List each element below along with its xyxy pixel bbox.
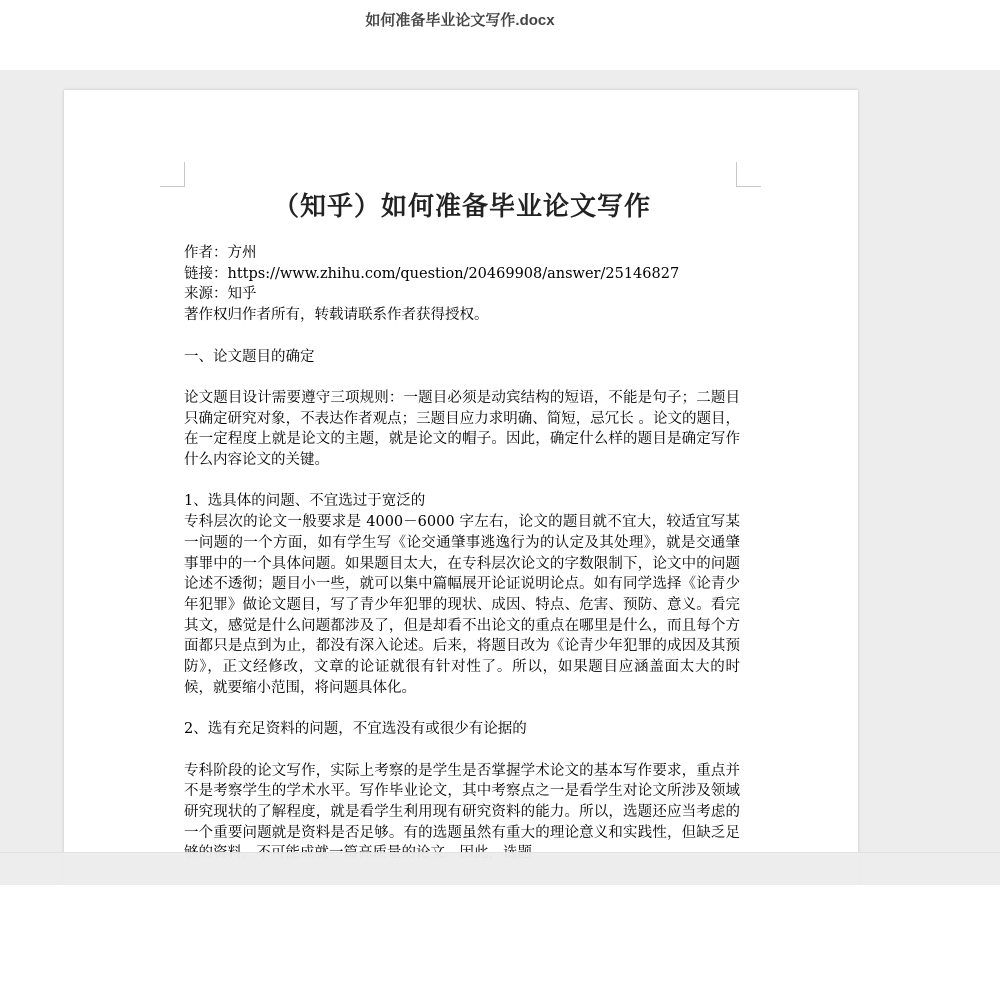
- blank-line: [184, 326, 740, 347]
- link-line: 链接：https://www.zhihu.com/question/20469908/answer/25146827: [184, 265, 680, 282]
- source-line: 来源：知乎: [184, 286, 257, 303]
- blank-line: [184, 367, 740, 388]
- document-heading: （知乎）如何准备毕业论文写作: [272, 192, 651, 222]
- blank-line: [184, 740, 740, 761]
- copyright-line: 著作权归作者所有，转载请联系作者获得授权。: [184, 307, 489, 324]
- paragraph: 论文题目设计需要遵守三项规则：一题目必须是动宾结构的短语，不能是句子；二题目只确定研究对象，不表达作者观点；三题目应力求明确、简短，忌冗长 。论文的题目，在一定程度上就是论文的主题，就是论文的帽子。因此，确定什么样的题目是确定写作什么内容论文的关键。: [184, 389, 740, 468]
- section-title: 一、论文题目的确定: [184, 348, 315, 365]
- document-page: [64, 90, 858, 884]
- document-viewer[interactable]: [0, 70, 1000, 884]
- subsection-title: 1、选具体的问题、不宜选过于宽泛的: [184, 493, 426, 510]
- margin-corner-mark-top-left: [160, 162, 185, 187]
- document-file-title: 如何准备毕业论文写作.docx: [365, 12, 555, 29]
- page-content: [184, 187, 740, 864]
- blank-line: [184, 471, 740, 492]
- blank-line: [184, 698, 740, 719]
- paragraph: 专科阶段的论文写作，实际上考察的是学生是否掌握学术论文的基本写作要求，重点并不是考察学生的学术水平。写作毕业论文，其中考察点之一是看学生对论文所涉及领域研究现状的了解程度，就是看学生利用现有研究资料的能力。所以，选题还应当考虑的一个重要问题就是资料是否足够。有的选题虽然有重大的理论意义和实践性，但缺乏足: [184, 762, 740, 841]
- title-bar: [0, 0, 1000, 70]
- margin-corner-mark-top-right: [736, 162, 761, 187]
- subsection-title: 2、选有充足资料的问题，不宜选没有或很少有论据的: [184, 721, 527, 738]
- paragraph: 专科层次的论文一般要求是 4000－6000 字左右，论文的题目就不宜大，较适宜写某一问题的一个方面，如有学生写《论交通肇事逃逸行为的认定及其处理》，就是交通肇事罪中的一个具体问题。如果题目太大，在专科层次论文的字数限制下，论文中的问题论述不透彻；题目小一些，就可以集中篇幅展开论证说明论点。如有同学选择《论青少年犯罪》做论文题目，写了青少年犯罪的现状、成因、特点、危害、预防、意义。看完其文，感觉是什么问题都涉及了，但是却看不出论文的重点在哪里是什么，而且每个方面都只是点到为止，都没有深入论述。后来，将题目改为《论青少年犯罪的成因及其预防》，正文经修改，文章的论证就很有针对性了。所以，如果题目应涵盖面太大的时候，就要缩小范围，将问题具体化。: [184, 514, 740, 696]
- author-line: 作者：方州: [184, 245, 257, 261]
- bottom-toolbar: [0, 852, 1000, 885]
